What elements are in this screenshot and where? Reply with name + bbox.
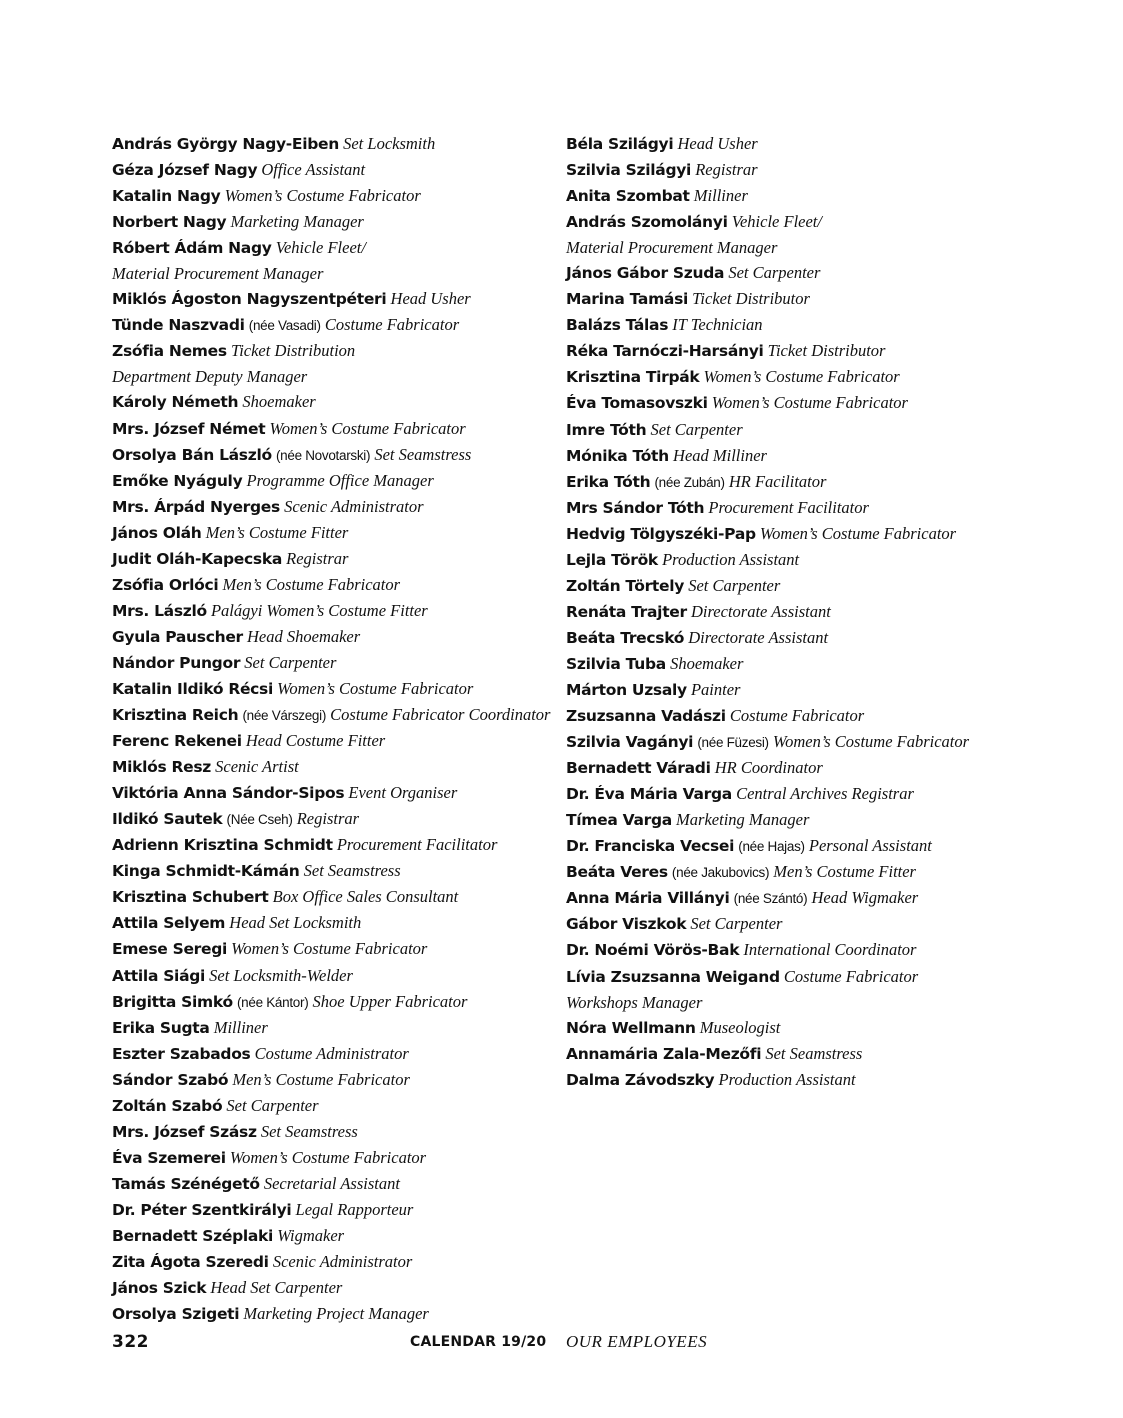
job-title: Men’s Costume Fitter [205,522,349,542]
employee-name: Sándor Szabó [112,1070,229,1089]
employee-name: Emese Seregi [112,940,228,959]
employee-entry [112,131,552,157]
job-title: Women’s Costume Fabricator [231,939,428,959]
employee-entry [112,520,552,546]
employee-entry [566,937,986,963]
employee-entry [566,390,986,416]
employee-name: Emőke Nyáguly [112,471,243,490]
employee-entry [566,183,986,209]
job-title: Men’s Costume Fabricator [222,574,401,594]
employee-name: Béla Szilágyi [566,135,674,153]
employee-name: Lejla Török [566,550,658,569]
employee-name: Zsófia Orlóci [112,575,219,594]
employee-entry [112,963,552,989]
employee-entry [112,728,552,754]
employee-name: Anna Mária Villányi [566,889,730,908]
employee-entry [112,1093,552,1119]
employee-name: Zsófia Nemes [112,342,227,361]
employee-entry [112,1301,552,1327]
employee-entry [112,312,552,338]
employee-entry [112,1275,552,1301]
employee-entry [112,598,552,624]
employee-name: János Szick [112,1279,207,1298]
employee-name: Mrs Sándor Tóth [566,498,705,517]
job-title: Ticket Distributor [767,341,886,361]
employee-entry [112,416,552,442]
employee-name: Dr. Franciska Vecsei [566,837,735,856]
employee-entry [112,936,552,962]
employee-entry [566,286,986,312]
employee-name: Anita Szombat [566,187,690,206]
employee-entry [112,1171,552,1197]
page-number: 322 [112,1332,149,1352]
employee-name: Beáta Trecskó [566,628,685,647]
employee-name: Miklós Resz [112,758,212,777]
job-title: Set Carpenter [688,575,781,595]
employee-entry [566,755,986,781]
employee-entry [566,469,986,495]
employee-name: Bernadett Váradi [566,759,711,778]
employee-name: Katalin Nagy [112,187,221,206]
employee-entry [566,417,986,443]
employee-entry [112,1223,552,1249]
job-title: Head Set Locksmith [229,913,362,933]
employee-entry [566,573,986,599]
maiden-name: (née Novotarski) [275,447,371,463]
job-title: Women’s Costume Fabricator [759,523,957,543]
employee-name: Dr. Péter Szentkirályi [112,1200,292,1219]
employee-entry [566,131,986,157]
job-title: Central Archives Registrar [736,784,914,804]
section-title: OUR EMPLOYEES [566,1332,708,1351]
job-title: Department Deputy Manager [112,367,308,387]
employee-name: Brigitta Simkó [112,992,233,1011]
employee-entry [566,209,986,235]
employee-list-left-column [112,131,552,1327]
employee-entry [566,625,986,651]
job-title: Set Carpenter [690,914,783,934]
employee-entry [566,911,986,937]
employee-entry [112,780,552,806]
job-title: Set Seamstress [374,444,472,464]
job-title: Women’s Costume Fabricator [772,732,970,752]
job-title: Set Carpenter [244,652,337,672]
job-title: Marketing Manager [676,810,810,830]
job-title: Set Locksmith-Welder [209,965,353,985]
job-title: Costume Fabricator Coordinator [330,705,551,725]
employee-name: Mrs. József Szász [112,1122,257,1141]
job-title: Directorate Assistant [691,601,831,621]
employee-entry [566,807,986,833]
employee-entry [112,1249,552,1275]
maiden-name: (née Kántor) [236,994,309,1010]
job-title: Head Milliner [673,445,767,465]
job-title: Women’s Costume Fabricator [229,1147,427,1167]
employee-entry [112,235,552,261]
job-title: Set Seamstress [303,861,401,881]
job-title: Scenic Administrator [284,496,424,516]
employee-name: Attila Siági [112,966,206,985]
employee-name: Dalma Závodszky [566,1070,715,1089]
job-title: Costume Fabricator [783,966,919,986]
employee-name: Katalin Ildikó Récsi [112,679,273,698]
maiden-name: (née Hajas) [738,839,805,855]
employee-name: Tímea Varga [566,811,672,830]
employee-entry [112,1119,552,1145]
employee-entry [566,703,986,729]
maiden-name: (née Zubán) [654,474,725,490]
employee-entry [566,157,986,183]
job-title: Box Office Sales Consultant [272,887,459,907]
employee-name: Balázs Tálas [566,316,669,335]
job-title: Women’s Costume Fabricator [703,367,900,387]
job-title: IT Technician [672,315,763,335]
job-title: Set Seamstress [765,1043,863,1063]
job-title: Set Carpenter [226,1095,319,1115]
employee-name: Réka Tarnóczi-Harsányi [566,342,764,361]
maiden-name: (née Füzesi) [697,735,769,751]
employee-entry [566,1015,986,1041]
employee-entry [112,676,552,702]
employee-name: Márton Uzsaly [566,680,687,699]
employee-name: Marina Tamási [566,290,689,309]
job-title: Head Usher [677,134,758,153]
job-title: HR Facilitator [728,471,827,491]
job-title: Set Locksmith [343,134,436,153]
job-title: Costume Administrator [254,1043,409,1063]
job-title: Museologist [699,1017,781,1037]
employee-entry [112,183,552,209]
job-title: Vehicle Fleet/ [275,238,366,258]
employee-name: Mónika Tóth [566,446,669,465]
employee-name: Dr. Noémi Vörös-Bak [566,941,740,960]
employee-name: Tünde Naszvadi [112,316,245,335]
employee-name: Zoltán Szabó [112,1096,223,1115]
job-title: Procurement Facilitator [708,497,869,517]
job-title: Palágyi Women’s Costume Fitter [210,600,428,620]
employee-name: Beáta Veres [566,863,668,882]
employee-name: Viktória Anna Sándor-Sipos [112,784,345,803]
employee-entry [566,599,986,625]
employee-entry [112,624,552,650]
job-title: Men’s Costume Fitter [773,862,916,882]
employee-entry [112,157,552,183]
employee-name: Adrienn Krisztina Schmidt [112,836,333,855]
employee-name: Annamária Zala-Mezőfi [566,1044,762,1063]
employee-name: Ferenc Rekenei [112,732,242,751]
employee-entry [566,964,986,990]
employee-entry [566,260,986,286]
employee-name: Róbert Ádám Nagy [112,239,272,258]
job-title: Set Carpenter [650,419,743,439]
employee-entry [566,1041,986,1067]
job-title: Women’s Costume Fabricator [277,678,474,698]
job-title: Registrar [296,809,360,829]
employee-entry [112,494,552,520]
job-title: Men’s Costume Fabricator [232,1069,410,1089]
maiden-name: (née Várszegi) [242,708,327,724]
job-title: Registrar [695,160,758,180]
running-title: CALENDAR 19/20 [410,1334,547,1350]
job-title: Directorate Assistant [688,627,829,647]
maiden-name: (née Jakubovics) [671,865,770,881]
job-title: Shoe Upper Fabricator [312,991,468,1011]
employee-name: Orsolya Bán László [112,445,272,464]
employee-entry [112,546,552,572]
employee-name: Gábor Viszkok [566,915,687,934]
job-title: Event Organiser [348,783,458,803]
maiden-name: (née Szántó) [733,891,808,907]
job-title: Women’s Costume Fabricator [224,186,421,206]
employee-entry [112,832,552,858]
employee-name: Erika Tóth [566,472,651,491]
job-title: HR Coordinator [714,758,823,778]
job-title: Milliner [213,1017,268,1037]
job-title: Production Assistant [718,1069,856,1089]
job-title: Marketing Manager [230,212,364,232]
employee-entry [112,989,552,1015]
employee-entry [112,858,552,884]
employee-entry [112,1067,552,1093]
employee-name: János Gábor Szuda [566,264,725,283]
employee-entry [112,910,552,936]
employee-name: Dr. Éva Mária Varga [566,785,732,804]
job-title: Head Usher [390,289,471,309]
employee-name: Krisztina Tirpák [566,368,700,387]
employee-name: Zsuzsanna Vadászi [566,707,726,726]
employee-entry [112,286,552,312]
employee-name: Tamás Szénégető [112,1174,260,1193]
employee-name: Imre Tóth [566,420,647,439]
employee-name: Zoltán Törtely [566,576,685,595]
employee-name: Géza József Nagy [112,161,258,180]
job-title: Costume Fabricator [729,706,865,726]
job-title: Legal Rapporteur [295,1199,414,1219]
employee-name: András Szomolányi [566,213,728,232]
role-continuation-line [112,261,552,286]
job-title: Scenic Artist [215,757,299,777]
job-title: Milliner [693,186,748,206]
employee-entry [566,443,986,469]
employee-entry [112,1197,552,1223]
employee-name: Judit Oláh-Kapecska [112,549,282,568]
employee-entry [566,547,986,573]
job-title: International Coordinator [743,940,917,960]
role-continuation-line [566,235,986,260]
job-title: Women’s Costume Fabricator [269,418,466,438]
employee-name: Károly Németh [112,393,239,412]
employee-name: Nándor Pungor [112,653,241,672]
job-title: Office Assistant [261,160,366,180]
job-title: Material Procurement Manager [112,264,324,284]
maiden-name: (Née Cseh) [226,812,293,828]
job-title: Ticket Distributor [692,289,810,309]
job-title: Ticket Distribution [230,341,356,361]
job-title: Head Wigmaker [811,888,919,908]
job-title: Shoemaker [242,392,316,412]
job-title: Programme Office Manager [246,470,434,490]
employee-entry [566,729,986,755]
employee-name: János Oláh [112,523,202,542]
job-title: Painter [690,679,741,699]
employee-name: Eszter Szabados [112,1044,251,1063]
job-title: Set Carpenter [728,263,821,283]
employee-entry [566,677,986,703]
job-title: Secretarial Assistant [263,1173,400,1193]
employee-name: Zita Ágota Szeredi [112,1253,269,1272]
employee-entry [566,1067,986,1093]
employee-name: Mrs. Árpád Nyerges [112,497,280,516]
employee-entry [112,338,552,364]
employee-entry [566,495,986,521]
job-title: Production Assistant [662,549,800,569]
job-title: Material Procurement Manager [566,238,778,258]
employee-name: Szilvia Szilágyi [566,161,692,180]
employee-name: Attila Selyem [112,914,226,933]
job-title: Vehicle Fleet/ [731,212,822,232]
employee-entry [112,884,552,910]
employee-name: Nóra Wellmann [566,1018,696,1037]
employee-entry [112,650,552,676]
job-title: Personal Assistant [808,836,932,856]
employee-entry [566,833,986,859]
employee-name: Szilvia Tuba [566,654,666,673]
employee-entry [566,364,986,390]
employee-entry [566,521,986,547]
job-title: Procurement Facilitator [336,835,498,855]
employee-entry [112,572,552,598]
maiden-name: (née Vasadi) [248,318,321,334]
employee-name: András György Nagy-Eiben [112,135,339,153]
employee-entry [112,442,552,468]
employee-name: Hedvig Tölgyszéki-Pap [566,524,756,543]
employee-entry [566,781,986,807]
job-title: Workshops Manager [566,992,703,1012]
employee-name: Mrs. László [112,601,207,620]
job-title: Wigmaker [277,1225,345,1245]
job-title: Registrar [286,548,349,568]
employee-list-right-column [566,131,986,1093]
employee-name: Orsolya Szigeti [112,1305,240,1324]
job-title: Set Seamstress [260,1121,358,1141]
employee-name: Renáta Trajter [566,602,687,621]
employee-name: Miklós Ágoston Nagyszentpéteri [112,290,387,309]
job-title: Head Costume Fitter [245,731,386,751]
employee-entry [112,754,552,780]
employee-name: Bernadett Széplaki [112,1226,274,1245]
employee-entry [566,859,986,885]
employee-name: Szilvia Vagányi [566,733,694,752]
employee-entry [112,468,552,494]
employee-name: Ildikó Sautek [112,810,223,829]
employee-entry [566,338,986,364]
employee-name: Mrs. József Német [112,419,266,438]
employee-entry [112,209,552,235]
employee-entry [566,651,986,677]
job-title: Head Set Carpenter [210,1278,343,1298]
employee-name: Krisztina Reich [112,706,239,725]
employee-entry [112,389,552,415]
employee-entry [112,806,552,832]
employee-name: Norbert Nagy [112,213,227,232]
role-continuation-line [112,364,552,389]
role-continuation-line [566,990,986,1015]
employee-entry [112,1015,552,1041]
employee-name: Éva Tomasovszki [566,394,708,413]
employee-name: Krisztina Schubert [112,888,269,907]
employee-entry [112,702,552,728]
employee-entry [566,312,986,338]
page-footer [0,1332,1123,1358]
job-title: Head Shoemaker [247,626,361,646]
employee-entry [112,1041,552,1067]
employee-name: Éva Szemerei [112,1148,226,1167]
job-title: Marketing Project Manager [243,1304,429,1324]
employee-name: Erika Sugta [112,1018,210,1037]
employee-entry [566,885,986,911]
job-title: Shoemaker [670,653,744,673]
employee-name: Lívia Zsuzsanna Weigand [566,967,780,986]
job-title: Scenic Administrator [272,1252,413,1272]
employee-name: Gyula Pauscher [112,627,243,646]
job-title: Costume Fabricator [324,315,460,335]
employee-entry [112,1145,552,1171]
employee-name: Kinga Schmidt-Kámán [112,862,300,881]
job-title: Women’s Costume Fabricator [711,393,908,413]
